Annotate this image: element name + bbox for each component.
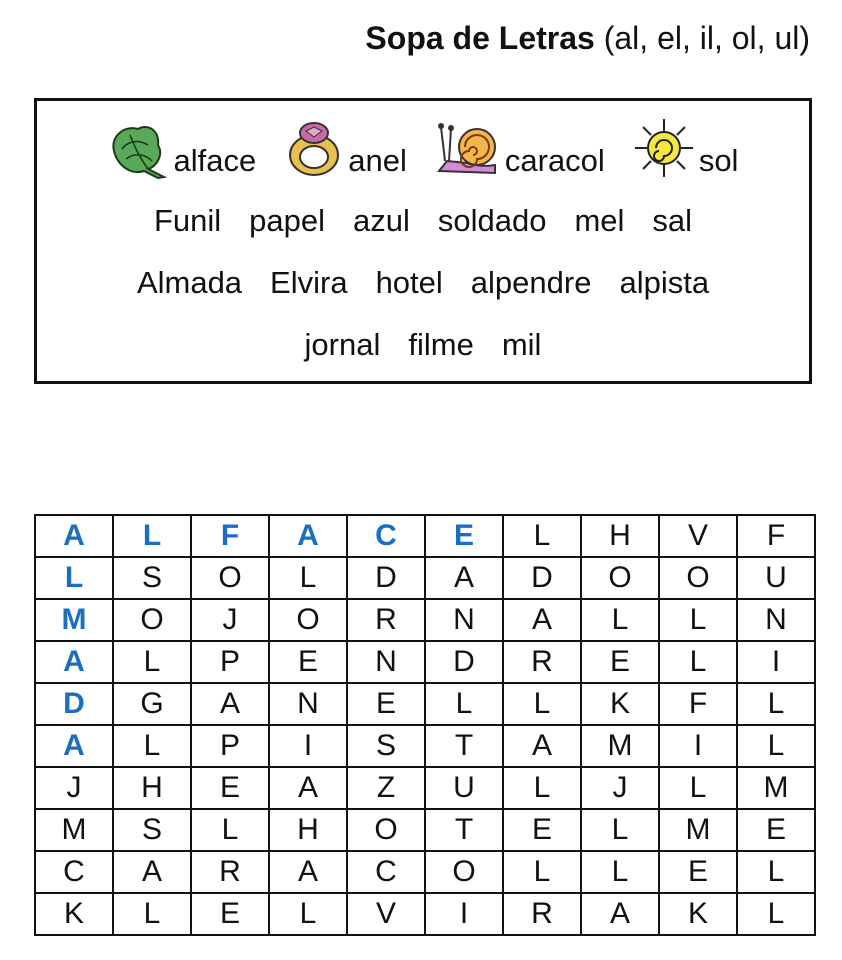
grid-cell[interactable]: M (659, 809, 737, 851)
grid-cell[interactable]: N (425, 599, 503, 641)
grid-cell[interactable]: P (191, 725, 269, 767)
grid-row (35, 683, 815, 725)
picture-word-label: sol (698, 143, 739, 178)
grid-cell[interactable]: O (191, 557, 269, 599)
grid-cell[interactable]: A (113, 851, 191, 893)
grid-cell[interactable]: A (581, 893, 659, 935)
word-item: azul (353, 203, 410, 238)
grid-cell[interactable]: U (737, 557, 815, 599)
grid-cell[interactable]: R (503, 641, 581, 683)
grid-cell[interactable]: N (347, 641, 425, 683)
picture-words-row (37, 109, 809, 179)
grid-cell[interactable]: L (737, 851, 815, 893)
grid-cell[interactable]: I (737, 641, 815, 683)
grid-cell[interactable]: A (269, 767, 347, 809)
word-item: sal (652, 203, 693, 238)
grid-cell[interactable]: A (503, 599, 581, 641)
grid-cell[interactable]: L (581, 599, 659, 641)
grid-cell[interactable]: O (581, 557, 659, 599)
grid-cell[interactable]: L (659, 641, 737, 683)
grid-cell[interactable]: U (425, 767, 503, 809)
grid-cell[interactable]: L (581, 809, 659, 851)
grid-cell[interactable]: A (35, 725, 113, 767)
grid-cell[interactable]: H (581, 515, 659, 557)
grid-cell[interactable]: L (191, 809, 269, 851)
grid-cell[interactable]: L (113, 893, 191, 935)
grid-cell[interactable]: E (425, 515, 503, 557)
grid-row (35, 851, 815, 893)
grid-cell[interactable]: Z (347, 767, 425, 809)
picture-word-label: alface (173, 143, 257, 178)
grid-cell[interactable]: F (737, 515, 815, 557)
grid-cell[interactable]: L (269, 557, 347, 599)
word-row (37, 265, 809, 301)
grid-cell[interactable]: I (659, 725, 737, 767)
grid-cell[interactable]: O (425, 851, 503, 893)
grid-cell[interactable]: L (113, 515, 191, 557)
grid-cell[interactable]: O (113, 599, 191, 641)
grid-cell[interactable]: M (737, 767, 815, 809)
grid-cell[interactable]: O (347, 809, 425, 851)
grid-row (35, 725, 815, 767)
word-item: soldado (437, 203, 547, 238)
grid-cell[interactable]: C (347, 515, 425, 557)
title-subtitle: (al, el, il, ol, ul) (594, 20, 810, 56)
grid-cell[interactable]: K (659, 893, 737, 935)
grid-cell[interactable]: A (425, 557, 503, 599)
snail-icon (435, 117, 501, 179)
grid-cell[interactable]: L (737, 725, 815, 767)
picture-word-item (284, 119, 407, 179)
grid-cell[interactable]: V (347, 893, 425, 935)
grid-cell[interactable]: S (347, 725, 425, 767)
title-main: Sopa de Letras (365, 20, 595, 56)
grid-cell[interactable]: G (113, 683, 191, 725)
grid-cell[interactable]: M (35, 809, 113, 851)
grid-cell[interactable]: M (35, 599, 113, 641)
grid-cell[interactable]: D (425, 641, 503, 683)
grid-cell[interactable]: J (191, 599, 269, 641)
grid-row (35, 599, 815, 641)
grid-cell[interactable]: V (659, 515, 737, 557)
grid-cell[interactable]: H (113, 767, 191, 809)
grid-cell[interactable]: E (503, 809, 581, 851)
grid-cell[interactable]: S (113, 809, 191, 851)
grid-cell[interactable]: S (113, 557, 191, 599)
grid-row (35, 557, 815, 599)
grid-row (35, 809, 815, 851)
grid-row (35, 641, 815, 683)
picture-word-item (435, 117, 605, 179)
grid-cell[interactable]: A (35, 515, 113, 557)
grid-cell[interactable]: F (191, 515, 269, 557)
grid-cell[interactable]: E (191, 767, 269, 809)
grid-cell[interactable]: K (581, 683, 659, 725)
grid-cell[interactable]: D (35, 683, 113, 725)
grid-cell[interactable]: J (581, 767, 659, 809)
grid-cell[interactable]: I (269, 725, 347, 767)
grid-cell[interactable]: L (35, 557, 113, 599)
grid-cell[interactable]: L (659, 599, 737, 641)
grid-row (35, 515, 815, 557)
grid-cell[interactable]: C (35, 851, 113, 893)
grid-cell[interactable]: L (503, 683, 581, 725)
grid-cell[interactable]: L (659, 767, 737, 809)
word-item: hotel (375, 265, 443, 300)
grid-cell[interactable]: H (269, 809, 347, 851)
grid-cell[interactable]: F (659, 683, 737, 725)
page-title (365, 18, 810, 58)
grid-body (35, 515, 815, 935)
word-item: papel (249, 203, 325, 238)
word-item: mil (501, 327, 542, 362)
word-item: jornal (304, 327, 381, 362)
grid-cell[interactable]: R (191, 851, 269, 893)
grid-cell[interactable]: L (503, 851, 581, 893)
grid-cell[interactable]: A (191, 683, 269, 725)
picture-word-item (633, 117, 739, 179)
word-item: Almada (136, 265, 243, 300)
grid-cell[interactable]: N (737, 599, 815, 641)
grid-cell[interactable]: C (347, 851, 425, 893)
grid-cell[interactable]: O (659, 557, 737, 599)
grid-cell[interactable]: D (347, 557, 425, 599)
grid-cell[interactable]: A (269, 515, 347, 557)
grid-cell[interactable]: K (35, 893, 113, 935)
grid-cell[interactable]: O (269, 599, 347, 641)
grid-cell[interactable]: A (35, 641, 113, 683)
word-item: filme (408, 327, 474, 362)
grid-cell[interactable]: M (581, 725, 659, 767)
grid-cell[interactable]: L (737, 683, 815, 725)
grid-cell[interactable]: E (581, 641, 659, 683)
grid-row (35, 767, 815, 809)
word-item: mel (574, 203, 625, 238)
grid-cell[interactable]: E (659, 851, 737, 893)
grid-cell[interactable]: D (503, 557, 581, 599)
grid-cell[interactable]: E (737, 809, 815, 851)
word-item: Funil (153, 203, 222, 238)
word-list-box (34, 98, 812, 384)
grid-cell[interactable]: T (425, 725, 503, 767)
word-item: alpendre (470, 265, 592, 300)
grid-cell[interactable]: I (425, 893, 503, 935)
picture-word-label: anel (348, 143, 407, 178)
grid-cell[interactable]: E (191, 893, 269, 935)
grid-cell[interactable]: R (347, 599, 425, 641)
grid-cell[interactable]: E (269, 641, 347, 683)
picture-word-item (108, 121, 257, 179)
sun-icon (633, 117, 695, 179)
grid-cell[interactable]: P (191, 641, 269, 683)
grid-cell[interactable]: A (269, 851, 347, 893)
grid-cell[interactable]: J (35, 767, 113, 809)
word-row (37, 327, 809, 363)
grid-cell[interactable]: L (425, 683, 503, 725)
lettuce-icon (108, 121, 170, 179)
ring-icon (284, 119, 344, 179)
grid-cell[interactable]: L (113, 641, 191, 683)
grid-cell[interactable]: T (425, 809, 503, 851)
picture-word-label: caracol (504, 143, 605, 178)
grid-cell[interactable]: L (581, 851, 659, 893)
word-item: Elvira (270, 265, 348, 300)
word-item: alpista (619, 265, 710, 300)
grid-cell[interactable]: L (737, 893, 815, 935)
grid-cell[interactable]: N (269, 683, 347, 725)
word-search-grid (34, 514, 816, 936)
grid-cell[interactable]: L (269, 893, 347, 935)
grid-cell[interactable]: L (503, 767, 581, 809)
grid-row (35, 893, 815, 935)
grid-cell[interactable]: L (503, 515, 581, 557)
grid-cell[interactable]: R (503, 893, 581, 935)
grid-cell[interactable]: E (347, 683, 425, 725)
grid-cell[interactable]: A (503, 725, 581, 767)
grid-cell[interactable]: L (113, 725, 191, 767)
word-row (37, 203, 809, 239)
